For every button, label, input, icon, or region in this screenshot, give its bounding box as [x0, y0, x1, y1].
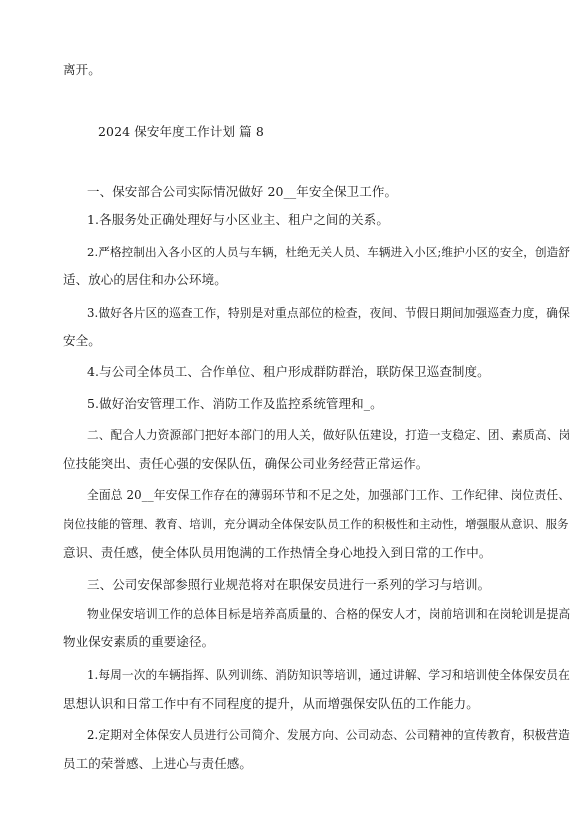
text-line: 一、保安部合公司实际情况做好 20__年安全保卫工作。 — [87, 184, 398, 199]
text-line: 岗位技能的管理、教育、培训，充分调动全体保安队员工作的积极性和主动性，增强服从意识、服务 — [63, 517, 569, 531]
text-line: 思想认识和日常工作中有不同程度的提升，从而增强保安队伍的工作能力。 — [63, 696, 479, 711]
text-line: 3.做好各片区的巡查工作，特别是对重点部位的检查，夜间、节假日期间加强巡查力度，确保 — [87, 306, 570, 320]
text-line: 位技能突出、责任心强的安保队伍，确保公司业务经营正常运作。 — [63, 456, 429, 471]
text-line: 二、配合人力资源部门把好本部门的用人关，做好队伍建设，打造一支稳定、团、素质高、岗 — [87, 428, 571, 442]
text-line: 物业保安培训工作的总体目标是培养高质量的、合格的保安人才，岗前培训和在岗轮训是提高 — [87, 607, 571, 621]
text-line: 4.与公司全体员工、合作单位、租户形成群防群治，联防保卫巡查制度。 — [87, 364, 490, 379]
text-line: 全面总 20__年安保工作存在的薄弱环节和不足之处，加强部门工作、工作纪律、岗位责任、 — [87, 488, 571, 502]
section-title: 2024 保安年度工作计划 篇 8 — [98, 124, 264, 139]
text-line: 2.定期对全体保安人员进行公司简介、发展方向、公司动态、公司精神的宣传教育，积极营造 — [87, 728, 570, 742]
text-line: 意识、责任感，使全体队员用饱满的工作热情全身心地投入到日常的工作中。 — [63, 545, 492, 560]
text-line: 员工的荣誉感、上进心与责任感。 — [63, 756, 253, 771]
text-line: 安全。 — [63, 333, 101, 348]
text-line: 2.严格控制出入各小区的人员与车辆，杜绝无关人员、车辆进入小区;维护小区的安全，创造舒 — [87, 245, 571, 259]
text-line: 1.每周一次的车辆指挥、队列训练、消防知识等培训，通过讲解、学习和培训使全体保安员在 — [87, 668, 570, 682]
text-line: 5.做好治安管理工作、消防工作及监控系统管理和_。 — [87, 396, 383, 411]
text-line: 适、放心的居住和办公环境。 — [63, 272, 227, 287]
text-line: 离开。 — [63, 62, 101, 77]
text-line: 三、公司安保部参照行业规范将对在职保安员进行一系列的学习与培训。 — [87, 577, 491, 592]
text-line: 物业保安素质的重要途径。 — [63, 634, 215, 649]
text-line: 1.各服务处正确处理好与小区业主、租户之间的关系。 — [87, 212, 389, 227]
